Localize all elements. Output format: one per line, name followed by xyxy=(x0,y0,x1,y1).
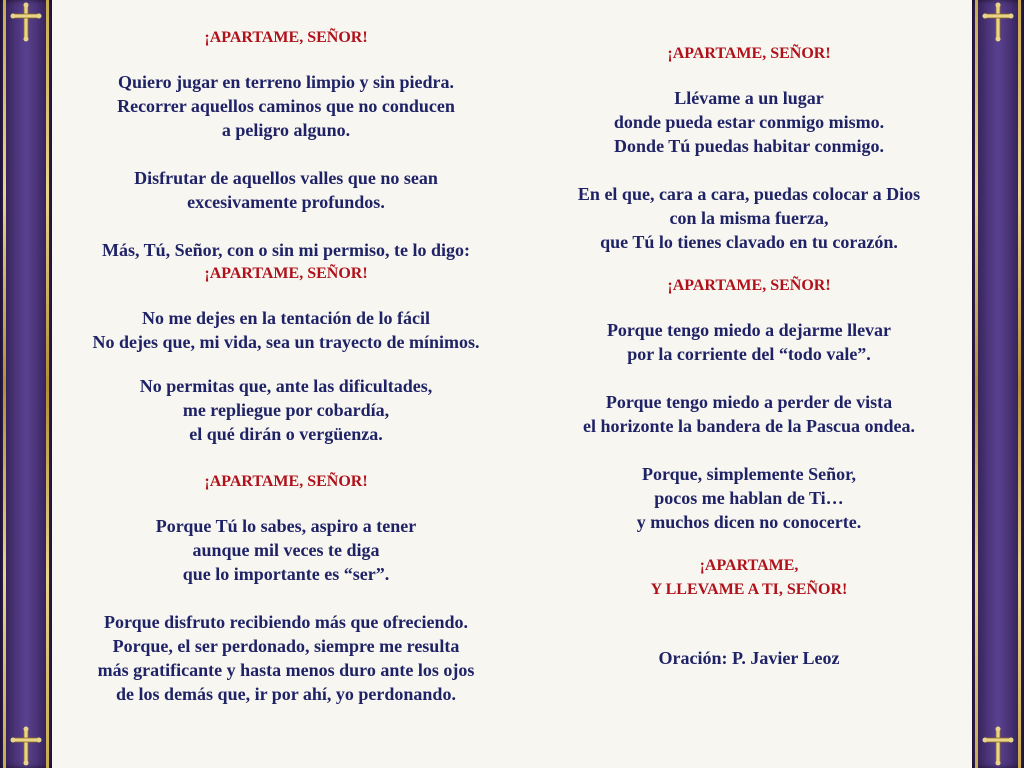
verse-line: a peligro alguno. xyxy=(221,120,351,140)
verse-line: excesivamente profundos. xyxy=(187,192,385,212)
verse-line: Quiero jugar en terreno limpio y sin piedra. xyxy=(118,72,454,92)
author-credit: Oración: P. Javier Leoz xyxy=(658,648,840,668)
stanza xyxy=(528,182,970,254)
verse-line: No me dejes en la tentación de lo fácil xyxy=(142,308,430,328)
right-column xyxy=(528,42,970,670)
verse-line: Disfrutar de aquellos valles que no sean xyxy=(134,168,438,188)
stanza xyxy=(62,238,510,262)
verse-line: Porque tengo miedo a dejarme llevar xyxy=(606,320,892,340)
stanza xyxy=(62,166,510,214)
stanza xyxy=(528,318,970,366)
stanza xyxy=(62,514,510,586)
refrain: ¡APARTAME, SEÑOR! xyxy=(667,45,831,62)
cross-icon xyxy=(978,726,1018,766)
verse-line: Porque disfruto recibiendo más que ofreciendo. xyxy=(104,612,468,632)
verse-line: que lo importante es “ser”. xyxy=(182,564,390,584)
verse-line: Donde Tú puedas habitar conmigo. xyxy=(614,136,884,156)
cross-icon xyxy=(978,2,1018,42)
verse-line: Llévame a un lugar xyxy=(674,88,824,108)
verse-line: que Tú lo tienes clavado en tu corazón. xyxy=(600,232,898,252)
verse-line: me repliegue por cobardía, xyxy=(182,400,390,420)
refrain: ¡APARTAME, SEÑOR! xyxy=(204,265,368,282)
verse-line: más gratificante y hasta menos duro ante los ojos xyxy=(97,660,475,680)
verse-line: Recorrer aquellos caminos que no conducen xyxy=(117,96,455,116)
stanza xyxy=(528,86,970,158)
final-refrain-line-1: ¡APARTAME, xyxy=(699,557,799,574)
verse-line: Porque, simplemente Señor, xyxy=(642,464,856,484)
verse-line: aunque mil veces te diga xyxy=(192,540,380,560)
cross-icon xyxy=(6,726,46,766)
verse-line: el qué dirán o vergüenza. xyxy=(189,424,383,444)
verse-line: de los demás que, ir por ahí, yo perdonando. xyxy=(116,684,456,704)
stanza xyxy=(62,610,510,706)
verse-line: con la misma fuerza, xyxy=(669,208,829,228)
right-decorative-border xyxy=(972,0,1024,768)
refrain: ¡APARTAME, SEÑOR! xyxy=(667,277,831,294)
refrain: ¡APARTAME, SEÑOR! xyxy=(204,29,368,46)
verse-line: No permitas que, ante las dificultades, xyxy=(139,376,433,396)
refrain: ¡APARTAME, SEÑOR! xyxy=(204,473,368,490)
verse-line: Porque, el ser perdonado, siempre me resulta xyxy=(112,636,460,656)
stanza xyxy=(528,390,970,438)
left-column xyxy=(62,26,510,706)
verse-line: el horizonte la bandera de la Pascua ondea. xyxy=(583,416,915,436)
verse-line: y muchos dicen no conocerte. xyxy=(636,512,862,532)
stanza xyxy=(62,306,510,354)
cross-icon xyxy=(6,2,46,42)
stanza xyxy=(62,374,510,446)
verse-line: por la corriente del “todo vale”. xyxy=(627,344,871,364)
verse-line: En el que, cara a cara, puedas colocar a Dios xyxy=(577,184,921,204)
verse-line: Más, Tú, Señor, con o sin mi permiso, te lo digo: xyxy=(101,240,471,260)
stanza xyxy=(62,70,510,142)
verse-line: Porque Tú lo sabes, aspiro a tener xyxy=(155,516,417,536)
final-refrain-line-2: Y LLEVAME A TI, SEÑOR! xyxy=(650,581,848,598)
verse-line: Porque tengo miedo a perder de vista xyxy=(605,392,893,412)
left-decorative-border xyxy=(0,0,52,768)
stanza xyxy=(528,462,970,534)
verse-line: donde pueda estar conmigo mismo. xyxy=(613,112,885,132)
verse-line: pocos me hablan de Ti… xyxy=(654,488,844,508)
verse-line: No dejes que, mi vida, sea un trayecto de mínimos. xyxy=(92,332,480,352)
